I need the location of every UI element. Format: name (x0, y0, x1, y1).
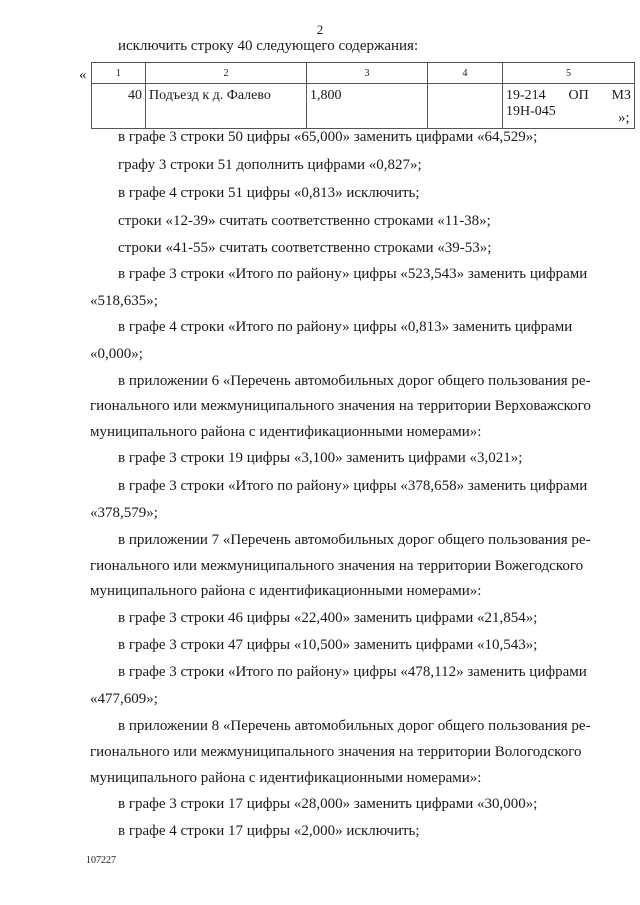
road-code-cell (503, 84, 635, 129)
text-line: муниципального района с идентификационными номерами»: (90, 424, 482, 440)
header-col-2: 2 (146, 63, 307, 84)
text-line: графу 3 строки 51 дополнить цифрами «0,827»; (118, 157, 422, 173)
text-line: в графе 3 строки 50 цифры «65,000» заменить цифрами «64,529»; (118, 129, 538, 145)
table-row (92, 84, 635, 129)
text-line: строки «12-39» считать соответственно строками «11-38»; (118, 213, 491, 229)
text-line: в графе 3 строки «Итого по району» цифры «478,112» заменить цифрами (118, 664, 587, 680)
excerpt-table (91, 62, 635, 129)
road-code-part-3: МЗ (611, 88, 631, 103)
text-line: «518,635»; (90, 293, 158, 309)
road-code-part-1: 19-214 (506, 88, 546, 103)
intro-text: исключить строку 40 следующего содержания: (118, 38, 419, 54)
table-quote-open: « (79, 67, 87, 83)
road-code-line-1 (506, 88, 631, 104)
row-number-cell: 40 (92, 84, 146, 129)
header-col-5: 5 (503, 63, 635, 84)
text-line: гионального или межмуниципального значения на территории Вожегодского (90, 558, 584, 574)
text-line: муниципального района с идентификационными номерами»: (90, 583, 482, 599)
road-code-part-2: ОП (568, 88, 589, 103)
text-line: в приложении 6 «Перечень автомобильных дорог общего пользования ре- (118, 373, 591, 389)
text-line: в графе 4 строки 51 цифры «0,813» исключить; (118, 185, 420, 201)
text-line: муниципального района с идентификационными номерами»: (90, 770, 482, 786)
text-line: в графе 3 строки «Итого по району» цифры «523,543» заменить цифрами (118, 266, 588, 282)
table-quote-close: »; (618, 110, 630, 126)
document-code: 107227 (86, 855, 116, 866)
text-line: гионального или межмуниципального значения на территории Вологодского (90, 744, 582, 760)
text-line: строки «41-55» считать соответственно строками «39-53»; (118, 240, 492, 256)
page-number: 2 (316, 22, 324, 37)
text-line: в графе 3 строки 47 цифры «10,500» заменить цифрами «10,543»; (118, 637, 538, 653)
column-4-cell (428, 84, 503, 129)
header-col-4: 4 (428, 63, 503, 84)
text-line: «378,579»; (90, 505, 158, 521)
text-line: в графе 3 строки «Итого по району» цифры «378,658» заменить цифрами (118, 478, 588, 494)
text-line: в графе 4 строки «Итого по району» цифры «0,813» заменить цифрами (118, 319, 573, 335)
text-line: в графе 3 строки 46 цифры «22,400» заменить цифрами «21,854»; (118, 610, 538, 626)
header-col-3: 3 (307, 63, 428, 84)
text-line: в графе 4 строки 17 цифры «2,000» исключить; (118, 823, 420, 839)
text-line: гионального или межмуниципального значения на территории Верховажского (90, 398, 591, 414)
road-code-line-2: 19Н-045 (506, 104, 556, 119)
text-line: в графе 3 строки 19 цифры «3,100» заменить цифрами «3,021»; (118, 450, 523, 466)
text-line: «0,000»; (90, 346, 143, 362)
road-name-cell: Подъезд к д. Фалево (146, 84, 307, 129)
road-length-cell: 1,800 (307, 84, 428, 129)
header-col-1: 1 (92, 63, 146, 84)
table-header-row (92, 63, 635, 84)
text-line: в графе 3 строки 17 цифры «28,000» заменить цифрами «30,000»; (118, 796, 538, 812)
text-line: в приложении 8 «Перечень автомобильных дорог общего пользования ре- (118, 718, 591, 734)
text-line: в приложении 7 «Перечень автомобильных дорог общего пользования ре- (118, 532, 591, 548)
text-line: «477,609»; (90, 691, 158, 707)
